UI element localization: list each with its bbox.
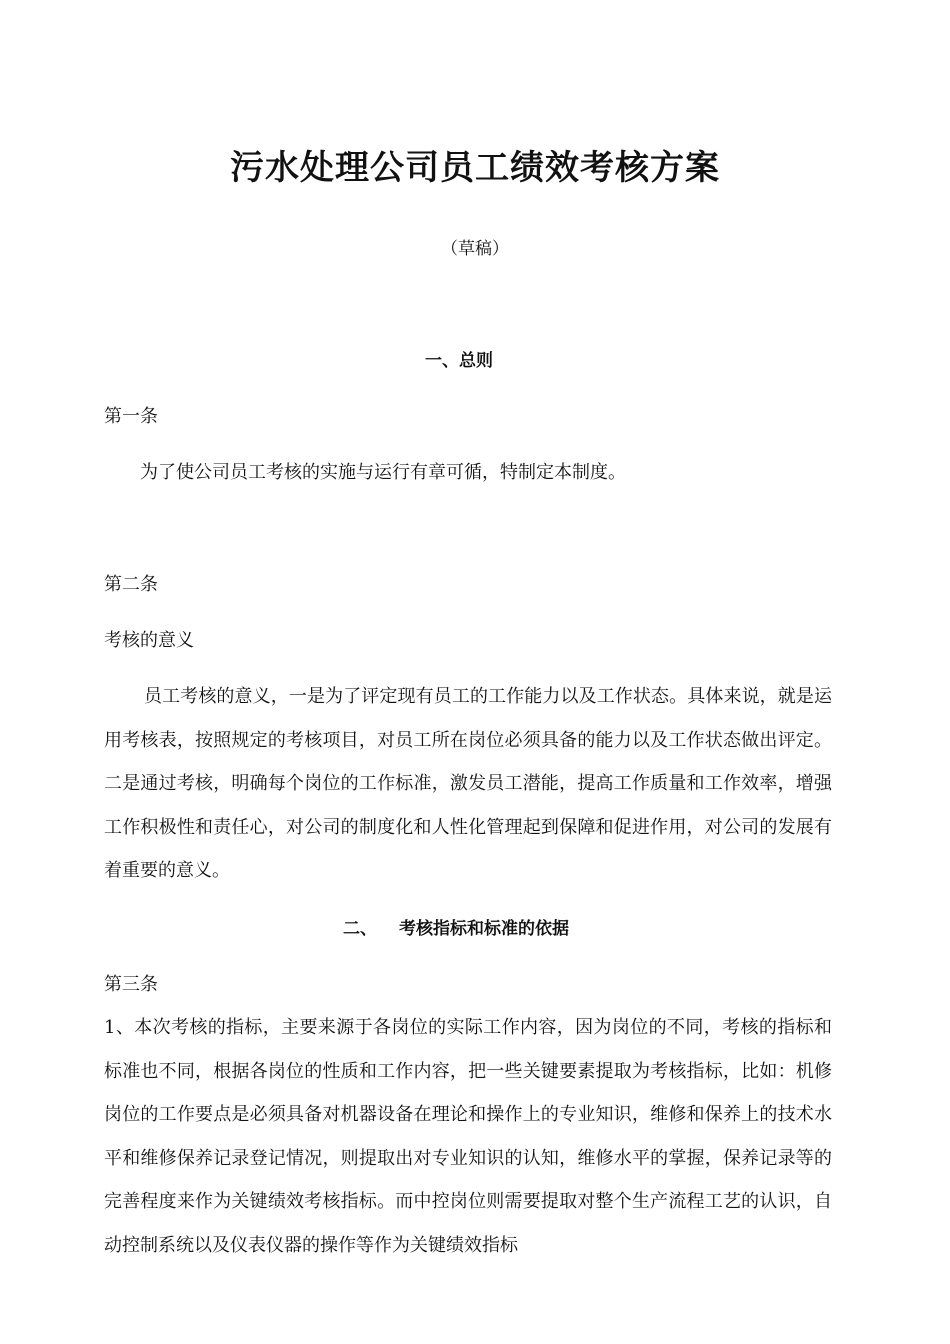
section-2-number: 二、 (343, 919, 377, 939)
article-2-label: 第二条 (104, 574, 158, 595)
article-2-text: 员工考核的意义，一是为了评定现有员工的工作能力以及工作状态。具体来说，就是运用考核表，按照规定的考核项目，对员工所在岗位必须具备的能力以及工作状态做出评定。二是通过考核，明确每个岗位的工作标准，激发员工潜能，提高工作质量和工作效率，增强工作积极性和责任心，对公司的制度化和人性化管理起到保障和促进作用，对公司的发展有着重要的意义。 (104, 686, 832, 881)
article-3-text: 1、本次考核的指标，主要来源于各岗位的实际工作内容，因为岗位的不同，考核的指标和标准也不同，根据各岗位的性质和工作内容，把一些关键要素提取为考核指标，比如：机修岗位的工作要点是必须具备对机器设备在理论和操作上的专业知识，维修和保养上的技术水平和维修保养记录登记情况，则提取出对专业知识的认知，维修水平的掌握，保养记录等的完善程度来作为关键绩效考核指标。而中控岗位则需要提取对整个生产流程工艺的认识，自动控制系统以及仪表仪器的操作等作为关键绩效指标 (104, 1017, 832, 1256)
document-subtitle: （草稿） (441, 239, 509, 259)
article-3-label: 第三条 (104, 974, 158, 995)
section-2-title: 考核指标和标准的依据 (399, 919, 569, 939)
section-heading-general: 一、总则 (425, 351, 493, 371)
document-title: 污水处理公司员工绩效考核方案 (230, 148, 720, 188)
article-2-subheading: 考核的意义 (104, 630, 194, 651)
article-1-label: 第一条 (104, 406, 158, 427)
section-heading-criteria (0, 917, 931, 941)
article-1-text: 为了使公司员工考核的实施与运行有章可循，特制定本制度。 (140, 462, 626, 483)
